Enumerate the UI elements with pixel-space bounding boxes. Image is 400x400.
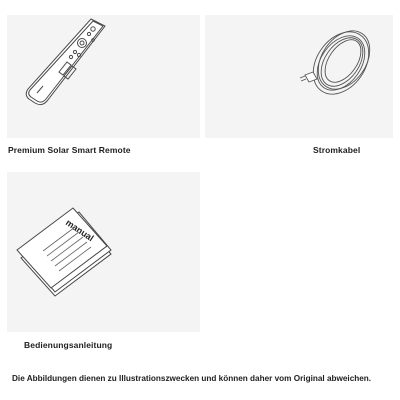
remote-control-icon [7,15,200,138]
power-cable-icon [205,15,393,138]
image-disclaimer: Die Abbildungen dienen zu Illustrationszwecken und können daher vom Original abweichen. [12,374,372,383]
manual-book-icon [7,172,200,332]
caption-cable: Stromkabel [313,145,361,155]
caption-remote: Premium Solar Smart Remote [8,145,131,155]
product-image-remote [7,15,200,138]
product-image-manual [7,172,200,332]
manual-cover-title: manual [63,217,96,244]
product-image-cable [205,15,393,138]
caption-manual: Bedienungsanleitung [24,340,113,350]
